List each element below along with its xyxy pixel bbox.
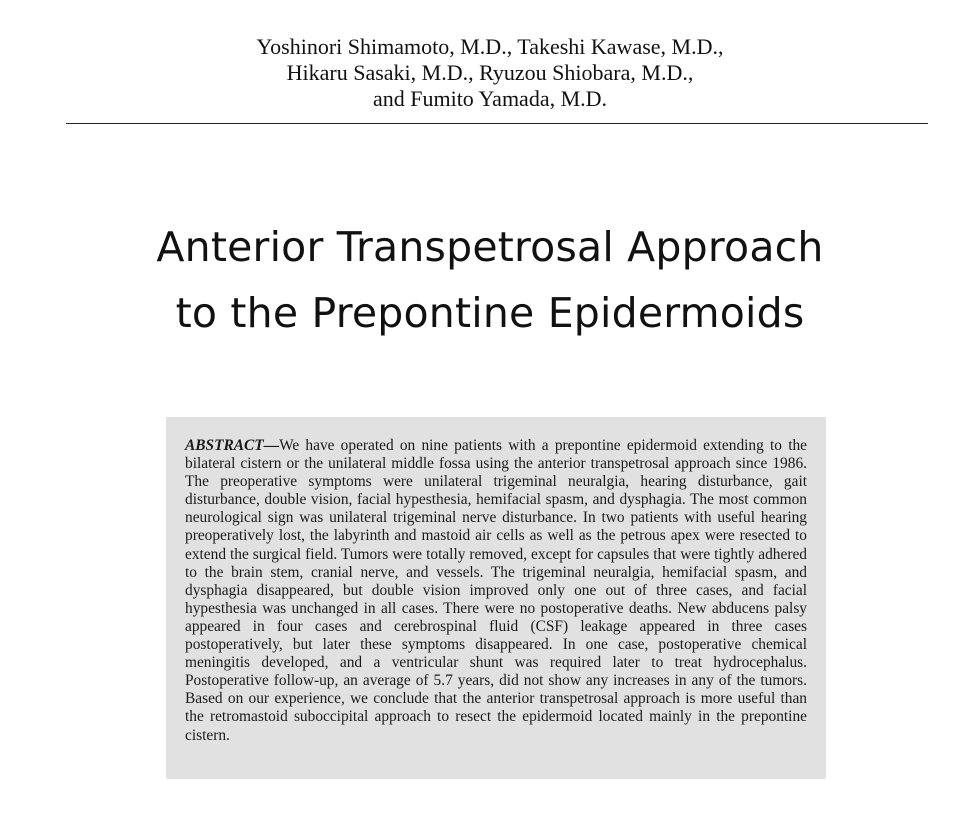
abstract-dash: —	[263, 437, 280, 454]
author-line-2: Hikaru Sasaki, M.D., Ryuzou Shiobara, M.D.,	[286, 60, 694, 85]
author-line-1: Yoshinori Shimamoto, M.D., Takeshi Kawase, M.D.,	[256, 34, 724, 59]
author-line-3: and Fumito Yamada, M.D.	[372, 86, 608, 111]
abstract-label: ABSTRACT	[185, 437, 264, 454]
article-title	[0, 214, 980, 346]
abstract-box	[166, 417, 826, 779]
header-divider	[66, 123, 928, 124]
abstract-body: We have operated on nine patients with a prepontine epidermoid extending to the bilateral cistern or the unilateral middle fossa using the anterior transpetrosal approach since 1986. The preoperative symptoms were unilateral trigeminal neuralgia, hearing disturbance, gait disturbance, double vision, facial hypesthesia, hemifacial spasm, and dysphagia. The most common neurological sign was unilateral trigeminal nerve disturbance. In two patients with useful hearing preoperatively lost, the labyrinth and mastoid air cells as well as the petrous apex were resected to extend the surgical field. Tumors were totally removed, except for capsules that were tightly adhered to the brain stem, cranial nerve, and vessels. The trigeminal neuralgia, hemifacial spasm, and dysphagia disappeared, but double vision improved only one out of three cases, and facial hypesthesia was unchanged in all cases. There were no postoperative deaths. New abducens palsy appeared in four cases and cerebrospinal fluid (CSF) leakage appeared in three cases postoperatively, but later these symptoms disappeared. In one case, postoperative chemical meningitis developed, and a ventricular shunt was required later to treat hydrocephalus. Postoperative follow-up, an average of 5.7 years, did not show any increases in any of the tumors. Based on our experience, we conclude that the anterior transpetrosal approach is more useful than the retromastoid suboccipital approach to resect the epidermoid located mainly in the prepontine cistern.	[185, 437, 807, 744]
author-list	[0, 34, 980, 112]
title-line-2: to the Prepontine Epidermoids	[175, 289, 805, 337]
abstract-paragraph	[185, 437, 807, 745]
title-line-1: Anterior Transpetrosal Approach	[156, 223, 824, 271]
